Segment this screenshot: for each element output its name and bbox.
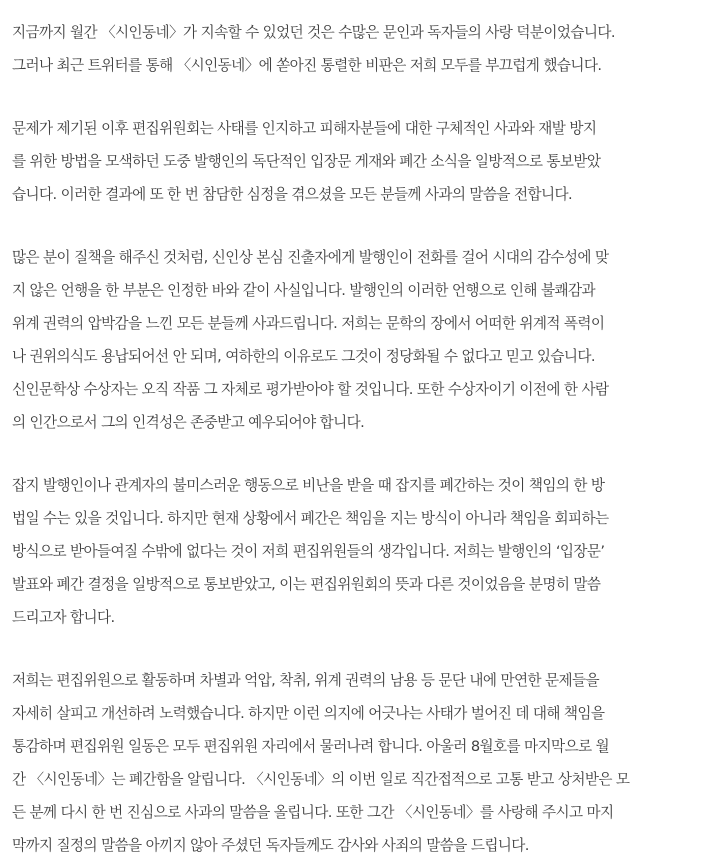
text-line: 통감하며 편집위원 일동은 모두 편집위원 자리에서 물러나려 합니다. 아울러 8월호를 마지막으로 월 (12, 738, 610, 755)
paragraph-3 (12, 241, 702, 439)
text-line: 저희는 편집위원으로 활동하며 차별과 억압, 착취, 위계 권력의 남용 등 문단 내에 만연한 문제들을 (12, 672, 599, 689)
text-line: 위계 권력의 압박감을 느낀 모든 분들께 사과드립니다. 저희는 문학의 장에서 어떠한 위계적 폭력이 (12, 315, 605, 332)
text-line: 발표와 폐간 결정을 일방적으로 통보받았고, 이는 편집위원회의 뜻과 다른 것이었음을 분명히 말씀 (12, 576, 601, 593)
paragraph-gap (12, 211, 702, 241)
text-line: 나 권위의식도 용납되어선 안 되며, 여하한의 이유로도 그것이 정당화될 수 없다고 믿고 있습니다. (12, 348, 595, 365)
text-line: 법일 수는 있을 것입니다. 하지만 현재 상황에서 폐간은 책임을 지는 방식이 아니라 책임을 회피하는 (12, 510, 609, 527)
paragraph-1 (12, 0, 702, 82)
text-line: 를 위한 방법을 모색하던 도중 발행인의 독단적인 입장문 게재와 폐간 소식을 일방적으로 통보받았 (12, 153, 601, 170)
paragraph-gap (12, 439, 702, 469)
article-body (12, 0, 702, 862)
text-line: 간 〈시인동네〉는 폐간함을 알립니다. 〈시인동네〉의 이번 일로 직간접적으로 고통 받고 상처받은 모 (12, 771, 630, 788)
text-line: 그러나 최근 트위터를 통해 〈시인동네〉에 쏟아진 통렬한 비판은 저희 모두를 부끄럽게 했습니다. (12, 57, 602, 74)
text-line: 든 분께 다시 한 번 진심으로 사과의 말씀을 올립니다. 또한 그간 〈시인동네〉를 사랑해 주시고 마지 (12, 804, 614, 821)
text-line: 의 인간으로서 그의 인격성은 존중받고 예우되어야 합니다. (12, 414, 365, 431)
text-line: 드리고자 합니다. (12, 609, 115, 626)
text-line: 습니다. 이러한 결과에 또 한 번 참담한 심정을 겪으셨을 모든 분들께 사과의 말씀을 전합니다. (12, 186, 572, 203)
paragraph-2 (12, 112, 702, 211)
text-line: 지금까지 월간 〈시인동네〉가 지속할 수 있었던 것은 수많은 문인과 독자들의 사랑 덕분이었습니다. (12, 24, 615, 41)
text-line: 문제가 제기된 이후 편집위원회는 사태를 인지하고 피해자분들에 대한 구체적인 사과와 재발 방지 (12, 120, 597, 137)
paragraph-5 (12, 664, 702, 862)
text-line: 방식으로 받아들여질 수밖에 없다는 것이 저희 편집위원들의 생각입니다. 저희는 발행인의 ‘입장문’ (12, 543, 605, 560)
text-line: 지 않은 언행을 한 부분은 인정한 바와 같이 사실입니다. 발행인의 이러한 언행으로 인해 불쾌감과 (12, 282, 595, 299)
text-line: 잡지 발행인이나 관계자의 불미스러운 행동으로 비난을 받을 때 잡지를 폐간하는 것이 책임의 한 방 (12, 477, 605, 494)
text-line: 신인문학상 수상자는 오직 작품 그 자체로 평가받아야 할 것입니다. 또한 수상자이기 이전에 한 사람 (12, 381, 609, 398)
paragraph-gap (12, 634, 702, 664)
text-line: 많은 분이 질책을 해주신 것처럼, 신인상 본심 진출자에게 발행인이 전화를 걸어 시대의 감수성에 맞 (12, 249, 609, 266)
paragraph-4 (12, 469, 702, 634)
paragraph-gap (12, 82, 702, 112)
text-line: 막까지 질정의 말씀을 아끼지 않아 주셨던 독자들께도 감사와 사죄의 말씀을 드립니다. (12, 837, 529, 854)
text-line: 자세히 살피고 개선하려 노력했습니다. 하지만 이런 의지에 어긋나는 사태가 벌어진 데 대해 책임을 (12, 705, 605, 722)
